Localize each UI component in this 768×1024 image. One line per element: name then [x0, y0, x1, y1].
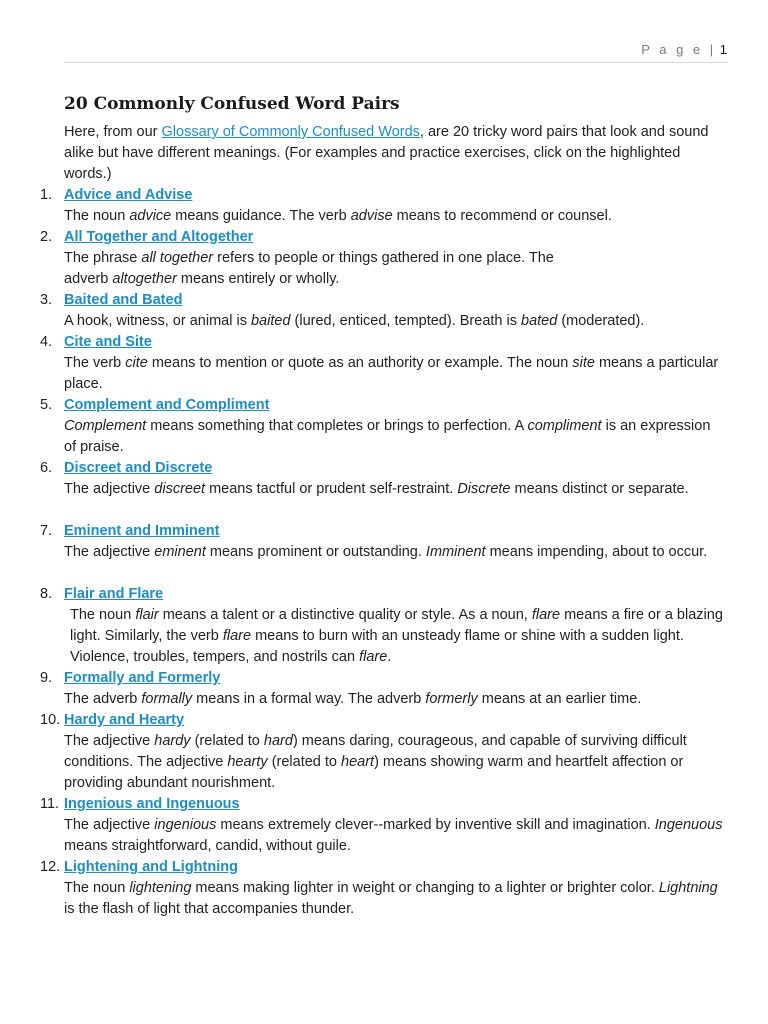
word-pair-definition: The adverb formally means in a formal way. The adverb formerly means at an earlier time.: [64, 691, 642, 707]
emphasized-term: Complement: [64, 418, 147, 434]
emphasized-term: bated: [521, 313, 558, 329]
word-pair-link[interactable]: Hardy and Hearty: [64, 712, 185, 728]
emphasized-term: all together: [141, 250, 214, 266]
list-item-number: 11.: [40, 796, 60, 812]
page-label: P a g e |: [641, 42, 717, 57]
word-pair-definition: A hook, witness, or animal is baited (lured, enticed, tempted). Breath is bated (moderated).: [64, 313, 645, 329]
word-pair-link[interactable]: Complement and Compliment: [64, 397, 270, 413]
intro-text-after: , are 20 tricky word pairs that look and sound alike but have different meanings. (For examples and practice exercises, click on the highlighted words.): [64, 124, 709, 182]
emphasized-term: discreet: [154, 481, 206, 497]
emphasized-term: lightening: [129, 880, 192, 896]
word-pair-definition: The noun flair means a talent or a distinctive quality or style. As a noun, flare means a fire or a blazing light. Similarly, the verb flare means to burn with an unsteady flame or shine with a sudden light. Violence, troubles, tempers, and nostrils can flare.: [70, 607, 723, 665]
list-item-number: 5.: [40, 397, 53, 413]
emphasized-term: hardy: [154, 733, 191, 749]
word-pair-definition: The verb cite means to mention or quote as an authority or example. The noun site means a particular place.: [64, 355, 719, 392]
emphasized-term: Lightning: [658, 880, 718, 896]
emphasized-term: flare: [531, 607, 561, 623]
glossary-link[interactable]: Glossary of Commonly Confused Words: [161, 124, 420, 140]
emphasized-term: site: [572, 355, 595, 371]
document-title: 20 Commonly Confused Word Pairs: [64, 94, 400, 114]
emphasized-term: eminent: [154, 544, 206, 560]
intro-text-before: Here, from our: [64, 124, 162, 140]
page-header: [641, 42, 727, 57]
word-pair-definition: The noun lightening means making lighter in weight or changing to a lighter or brighter color. Lightning is the flash of light that accompanies thunder.: [64, 880, 718, 917]
emphasized-term: ingenious: [154, 817, 217, 833]
word-pair-link[interactable]: Advice and Advise: [64, 187, 193, 203]
word-pair-link[interactable]: Eminent and Imminent: [64, 523, 220, 539]
list-item-number: 10.: [40, 712, 61, 728]
emphasized-term: Discrete: [457, 481, 511, 497]
word-pair-definition: Complement means something that completes or brings to perfection. A compliment is an expression of praise.: [64, 418, 711, 455]
word-pair-link[interactable]: Cite and Site: [64, 334, 152, 350]
list-item-number: 9.: [40, 670, 53, 686]
word-pair-link[interactable]: All Together and Altogether: [64, 229, 254, 245]
word-pair-link[interactable]: Ingenious and Ingenuous: [64, 796, 240, 812]
emphasized-term: flare: [222, 628, 252, 644]
list-item-number: 4.: [40, 334, 53, 350]
list-item-number: 3.: [40, 292, 53, 308]
word-pair-definition: The noun advice means guidance. The verb advise means to recommend or counsel.: [64, 208, 612, 224]
word-pair-link[interactable]: Discreet and Discrete: [64, 460, 213, 476]
emphasized-term: cite: [125, 355, 148, 371]
list-item-number: 8.: [40, 586, 53, 602]
word-pair-definition: The adjective eminent means prominent or outstanding. Imminent means impending, about to occur.: [64, 544, 708, 560]
emphasized-term: flair: [135, 607, 159, 623]
word-pair-definition: The phrase all together refers to people or things gathered in one place. The adverb altogether means entirely or wholly.: [64, 250, 554, 287]
emphasized-term: advise: [350, 208, 393, 224]
emphasized-term: altogether: [112, 271, 177, 287]
emphasized-term: Imminent: [425, 544, 486, 560]
page-number: 1: [719, 42, 727, 57]
emphasized-term: hard: [263, 733, 293, 749]
emphasized-term: formerly: [425, 691, 478, 707]
list-item-number: 2.: [40, 229, 53, 245]
list-item-number: 7.: [40, 523, 53, 539]
list-item-number: 1.: [40, 187, 53, 203]
word-pair-link[interactable]: Baited and Bated: [64, 292, 183, 308]
word-pair-link[interactable]: Lightening and Lightning: [64, 859, 238, 875]
intro-paragraph: [64, 122, 724, 185]
list-item-number: 12.: [40, 859, 61, 875]
emphasized-term: flare: [359, 649, 388, 665]
word-pair-link[interactable]: Flair and Flare: [64, 586, 164, 602]
word-pair-definition: The adjective hardy (related to hard) means daring, courageous, and capable of surviving difficult conditions. The adjective hearty (related to heart) means showing warm and heartfelt affection or providing abundant nourishment.: [64, 733, 687, 791]
emphasized-term: heart: [341, 754, 375, 770]
word-pair-link[interactable]: Formally and Formerly: [64, 670, 221, 686]
header-divider: [64, 62, 727, 63]
word-pair-definition: The adjective discreet means tactful or prudent self-restraint. Discrete means distinct or separate.: [64, 481, 689, 497]
emphasized-term: baited: [250, 313, 291, 329]
emphasized-term: Ingenuous: [654, 817, 723, 833]
emphasized-term: hearty: [227, 754, 268, 770]
emphasized-term: compliment: [527, 418, 602, 434]
emphasized-term: formally: [141, 691, 193, 707]
emphasized-term: advice: [129, 208, 172, 224]
list-item-number: 6.: [40, 460, 53, 476]
word-pair-definition: The adjective ingenious means extremely clever--marked by inventive skill and imagination. Ingenuous means straightforward, candid, without guile.: [64, 817, 723, 854]
